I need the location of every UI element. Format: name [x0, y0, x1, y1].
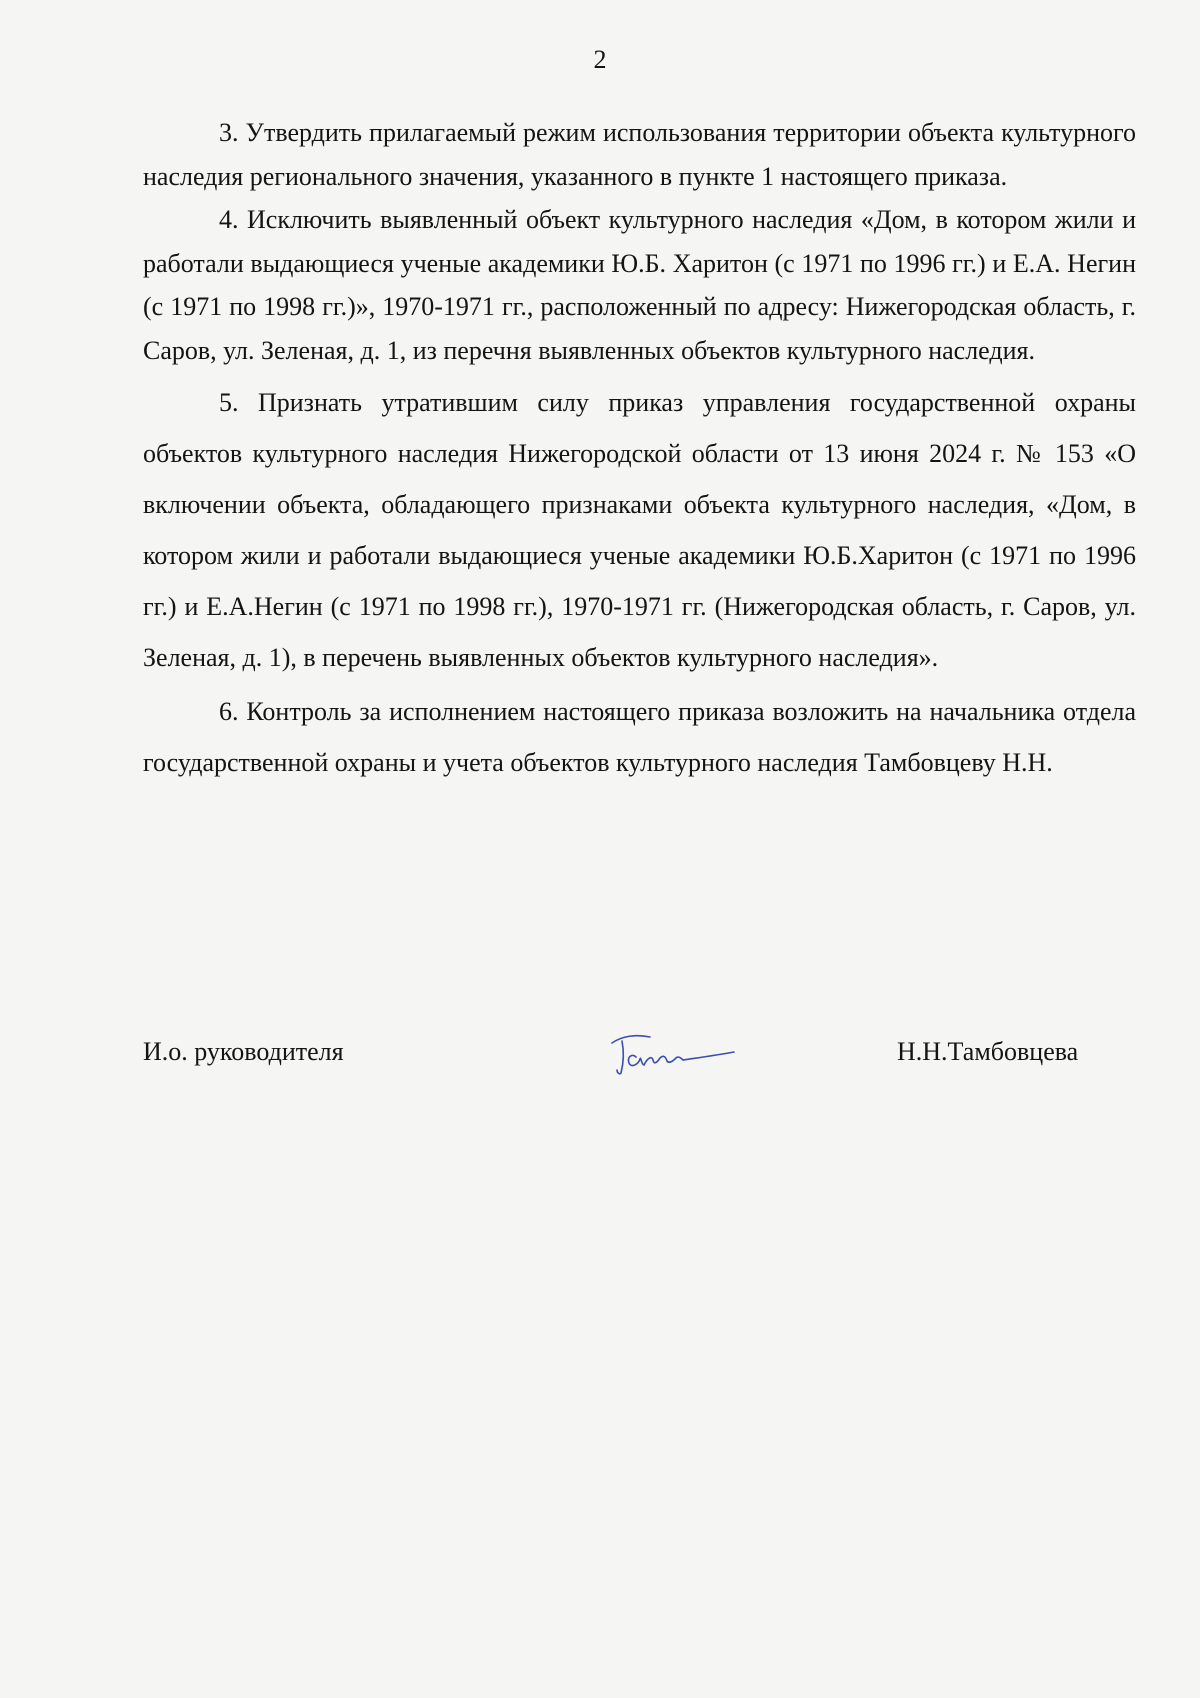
paragraph-6: 6. Контроль за исполнением настоящего приказа возложить на начальника отдела государственной охраны и учета объектов культурного наследия Тамбовцеву Н.Н. — [143, 696, 1136, 777]
signer-role: И.о. руководителя — [143, 1037, 344, 1066]
handwritten-signature — [608, 1027, 738, 1079]
document-body — [143, 111, 1136, 788]
paragraph-4: 4. Исключить выявленный объект культурного наследия «Дом, в котором жили и работали выдающиеся ученые академики Ю.Б. Харитон (с 1971 по 1996 гг.) и Е.А. Негин (с 1971 по 1998 гг.)», 1970-1971 гг., расположенный по адресу: Нижегородская область, г. Саров, ул. Зеленая, д. 1, из перечня выявленных объектов культурного наследия. — [143, 205, 1136, 365]
paragraph-3: 3. Утвердить прилагаемый режим использования территории объекта культурного наследия регионального значения, указанного в пункте 1 настоящего приказа. — [143, 118, 1136, 191]
signer-name: Н.Н.Тамбовцева — [897, 1037, 1079, 1066]
page-number: 2 — [593, 45, 607, 74]
signature-block — [143, 1035, 1136, 1095]
paragraph-5: 5. Признать утратившим силу приказ управления государственной охраны объектов культурного наследия Нижегородской области от 13 июня 2024 г. № 153 «О включении объекта, обладающего признаками объекта культурного наследия, «Дом, в котором жили и работали выдающиеся ученые академики Ю.Б.Харитон (с 1971 по 1996 гг.) и Е.А.Негин (с 1971 по 1998 гг.), 1970-1971 гг. (Нижегородская область, г. Саров, ул. Зеленая, д. 1), в перечень выявленных объектов культурного наследия». — [143, 387, 1136, 672]
